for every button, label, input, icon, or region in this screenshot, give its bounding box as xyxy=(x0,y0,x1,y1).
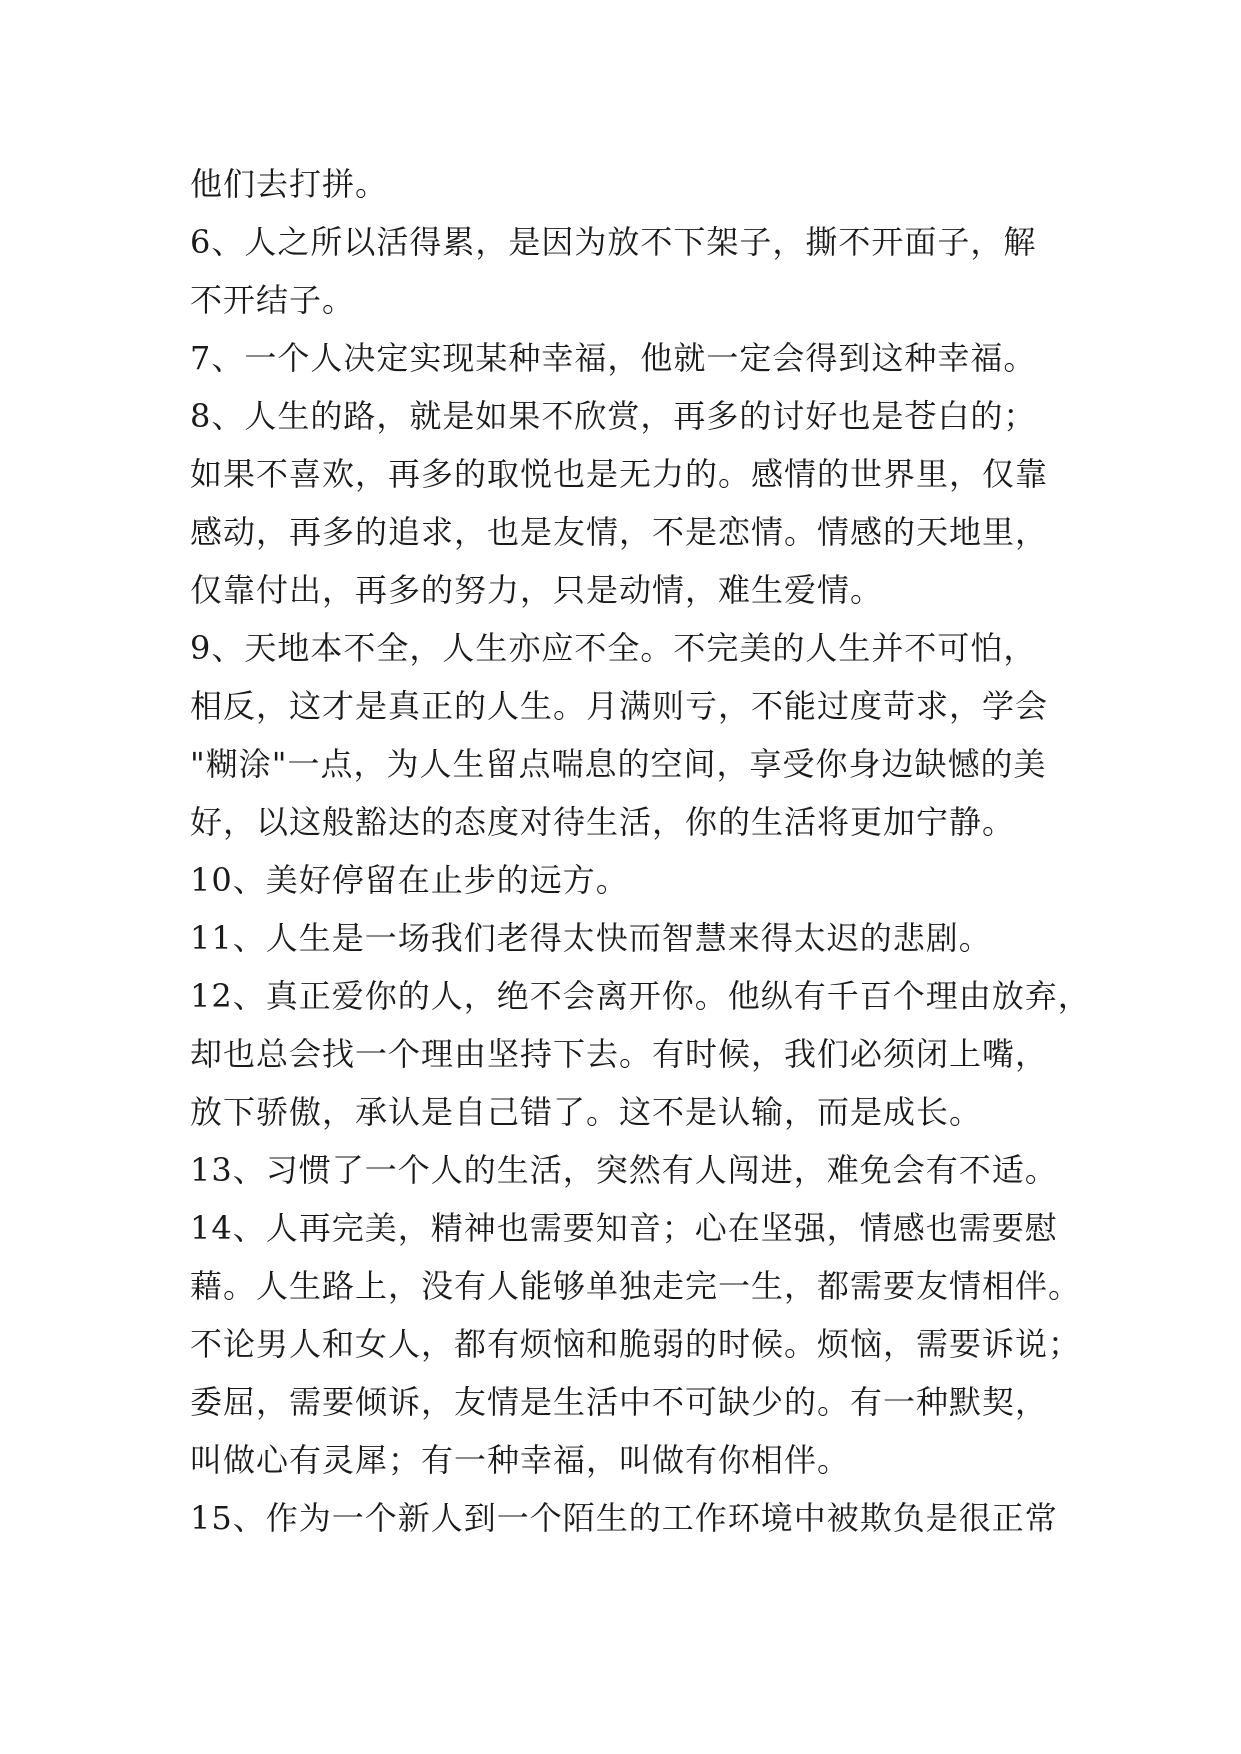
text-line: 14、人再完美，精神也需要知音；心在坚强，情感也需要慰 xyxy=(190,1209,1058,1247)
text-line: 放下骄傲，承认是自己错了。这不是认输，而是成长。 xyxy=(190,1093,983,1131)
text-line: 13、习惯了一个人的生活，突然有人闯进，难免会有不适。 xyxy=(190,1151,1058,1189)
text-line: 委屈，需要倾诉，友情是生活中不可缺少的。有一种默契， xyxy=(190,1383,1049,1421)
text-line: 相反，这才是真正的人生。月满则亏，不能过度苛求，学会 xyxy=(190,687,1049,725)
text-line: 不开结子。 xyxy=(190,281,356,319)
text-line: 感动，再多的追求，也是友情，不是恋情。情感的天地里， xyxy=(190,513,1049,551)
text-line: 他们去打拼。 xyxy=(190,165,389,203)
text-line: 10、美好停留在止步的远方。 xyxy=(190,861,629,899)
text-line: 7、一个人决定实现某种幸福，他就一定会得到这种幸福。 xyxy=(190,339,1037,377)
text-line: 8、人生的路，就是如果不欣赏，再多的讨好也是苍白的； xyxy=(190,397,1037,435)
text-line: 11、人生是一场我们老得太快而智慧来得太迟的悲剧。 xyxy=(190,919,992,957)
text-line: 12、真正爱你的人，绝不会离开你。他纵有千百个理由放弃， xyxy=(190,977,1091,1015)
text-line: 6、人之所以活得累，是因为放不下架子，撕不开面子，解 xyxy=(190,223,1037,261)
text-line: "糊涂"一点，为人生留点喘息的空间，享受你身边缺憾的美 xyxy=(190,745,1047,783)
text-line: 好，以这般豁达的态度对待生活，你的生活将更加宁静。 xyxy=(190,803,1016,841)
text-line: 9、天地本不全，人生亦应不全。不完美的人生并不可怕， xyxy=(190,629,1037,667)
text-line: 如果不喜欢，再多的取悦也是无力的。感情的世界里，仅靠 xyxy=(190,455,1049,493)
document-body xyxy=(190,155,1091,1547)
text-line: 叫做心有灵犀；有一种幸福，叫做有你相伴。 xyxy=(190,1441,851,1479)
text-line: 15、作为一个新人到一个陌生的工作环境中被欺负是很正常 xyxy=(190,1499,1058,1537)
text-line: 却也总会找一个理由坚持下去。有时候，我们必须闭上嘴， xyxy=(190,1035,1049,1073)
text-line: 仅靠付出，再多的努力，只是动情，难生爱情。 xyxy=(190,571,884,609)
text-line: 不论男人和女人，都有烦恼和脆弱的时候。烦恼，需要诉说； xyxy=(190,1325,1082,1363)
text-line: 藉。人生路上，没有人能够单独走完一生，都需要友情相伴。 xyxy=(190,1267,1082,1305)
